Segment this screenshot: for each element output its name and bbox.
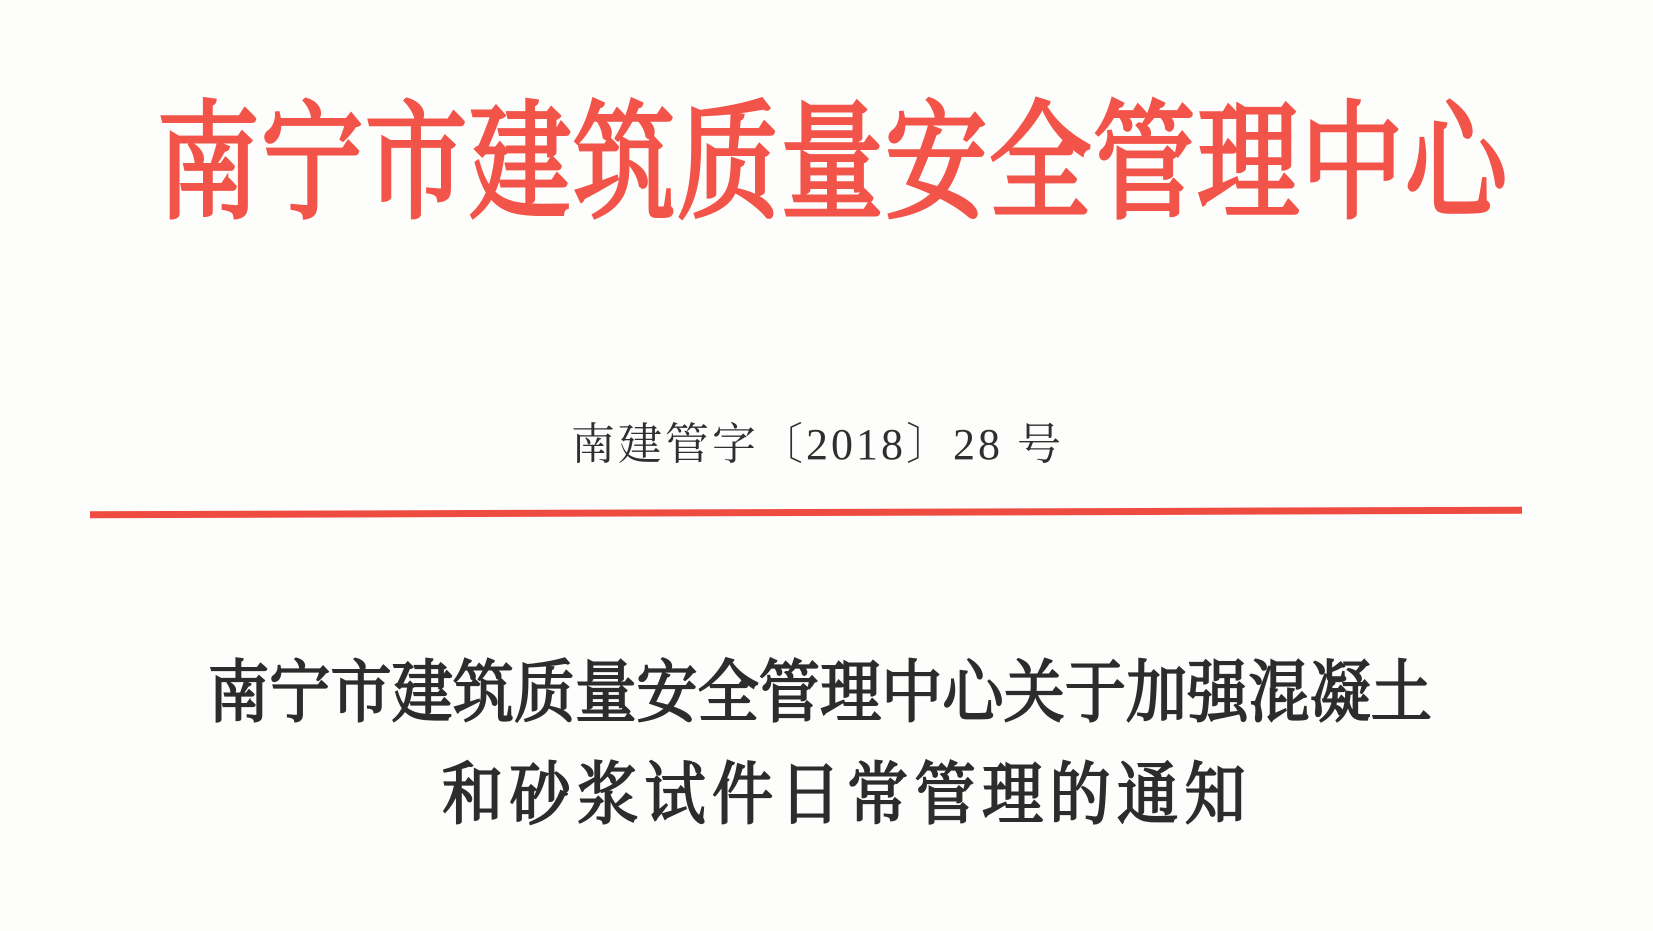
masthead bbox=[0, 93, 1641, 235]
masthead-text: 南宁市建筑质量安全管理中心 bbox=[157, 93, 1510, 235]
title-line-2-text: 和砂浆试件日常管理的通知 bbox=[442, 757, 1253, 833]
red-divider-line bbox=[90, 507, 1522, 518]
document-title-line-1 bbox=[0, 655, 1647, 731]
title-line-1-text: 南宁市建筑质量安全管理中心关于加强混凝土 bbox=[208, 655, 1433, 731]
document-title-line-2 bbox=[21, 757, 1653, 833]
document-number: 南建管字〔2018〕28 号 bbox=[571, 420, 1064, 469]
